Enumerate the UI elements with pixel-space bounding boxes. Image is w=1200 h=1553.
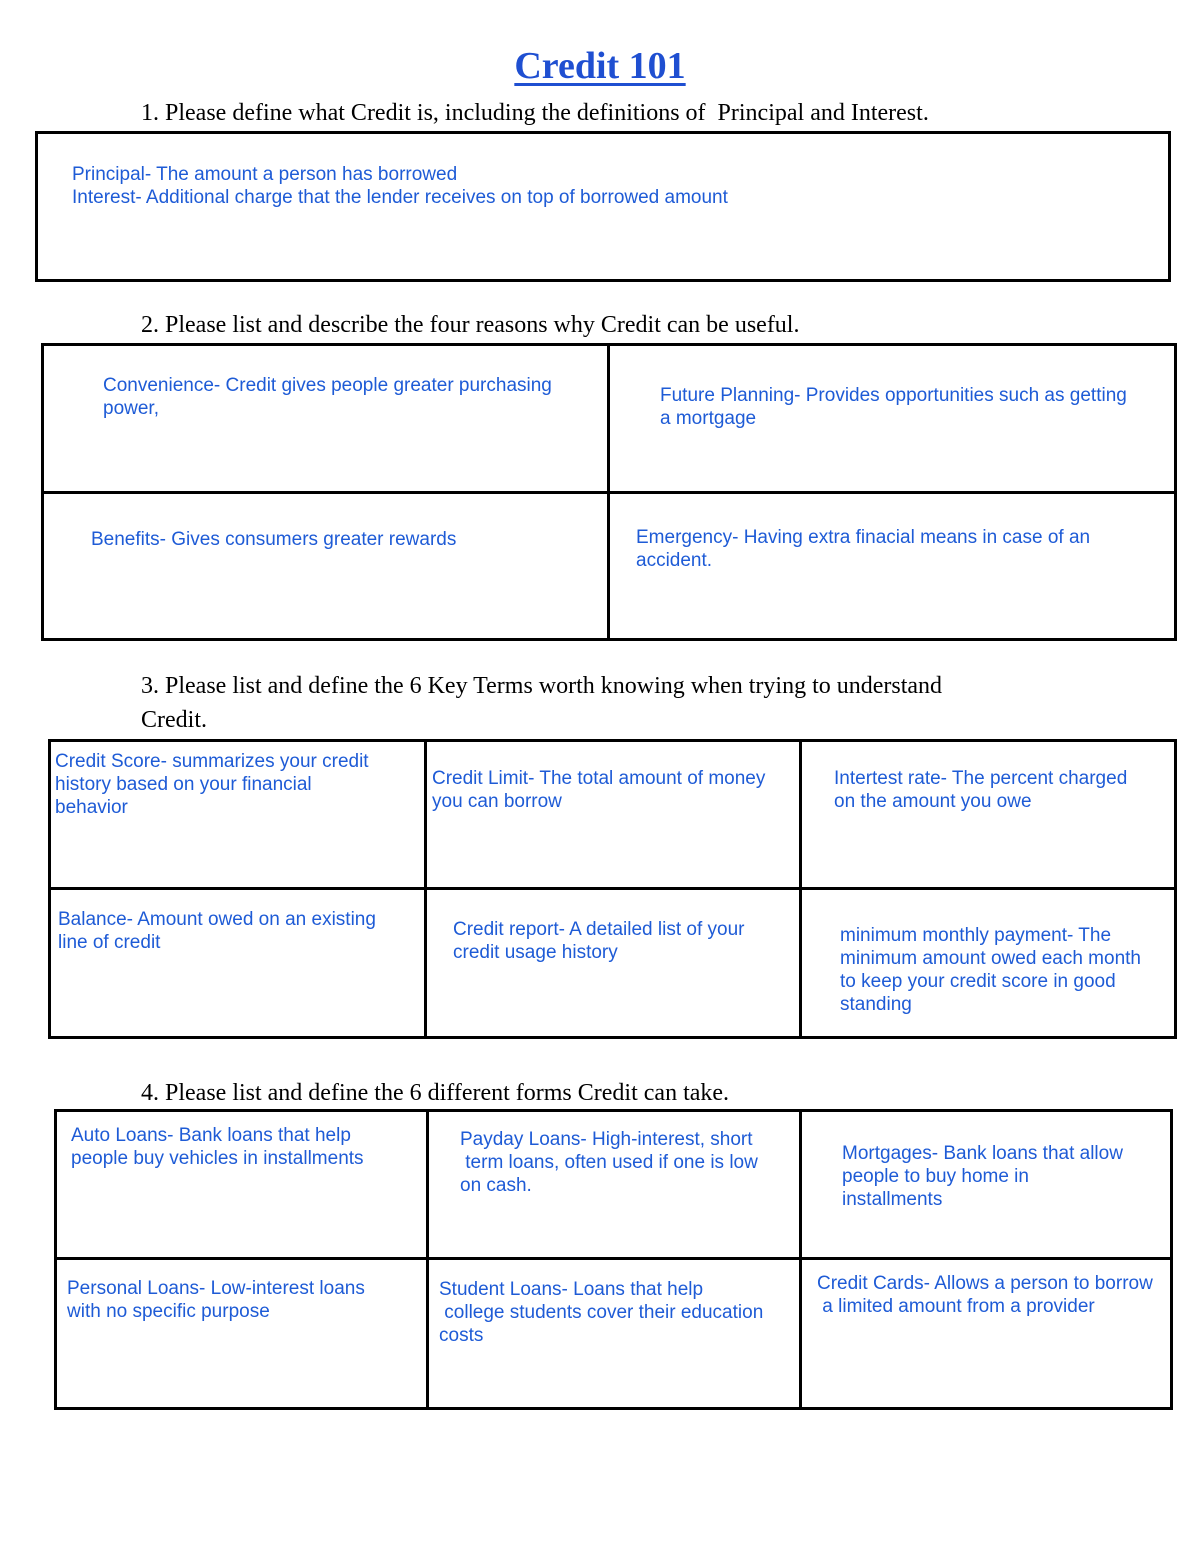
answer-principal: Principal- The amount a person has borrowed	[72, 164, 458, 185]
grid-divider	[48, 887, 1177, 890]
page-title: Credit 101	[514, 45, 686, 87]
form-personal-loans: Personal Loans- Low-interest loans with no specific purpose	[67, 1278, 365, 1322]
question-3-line-2: Credit.	[141, 707, 207, 733]
question-4: 4. Please list and define the 6 different forms Credit can take.	[141, 1080, 730, 1106]
reason-future-planning: Future Planning- Provides opportunities such as getting a mortgage	[660, 385, 1127, 429]
answer-interest: Interest- Additional charge that the lender receives on top of borrowed amount	[72, 187, 728, 208]
reason-emergency: Emergency- Having extra finacial means in case of an accident.	[636, 527, 1091, 571]
form-payday-loans: Payday Loans- High-interest, short term loans, often used if one is low on cash.	[460, 1129, 758, 1196]
answer-box-1	[35, 131, 1171, 282]
question-2: 2. Please list and describe the four reasons why Credit can be useful.	[141, 312, 800, 338]
reason-benefits: Benefits- Gives consumers greater rewards	[91, 529, 457, 550]
grid-divider	[41, 491, 1177, 494]
question-3-line-1: 3. Please list and define the 6 Key Terms worth knowing when trying to understand	[141, 673, 943, 699]
term-minimum-payment: minimum monthly payment- The minimum amount owed each month to keep your credit score in good standing	[840, 925, 1141, 1015]
question-1: 1. Please define what Credit is, including the definitions of Principal and Interest.	[141, 100, 929, 126]
term-credit-score: Credit Score- summarizes your credit history based on your financial behavior	[55, 751, 369, 818]
form-mortgages: Mortgages- Bank loans that allow people to buy home in installments	[842, 1143, 1123, 1210]
form-credit-cards: Credit Cards- Allows a person to borrow a limited amount from a provider	[817, 1273, 1153, 1317]
form-auto-loans: Auto Loans- Bank loans that help people buy vehicles in installments	[71, 1125, 364, 1169]
term-balance: Balance- Amount owed on an existing line of credit	[58, 909, 376, 953]
reason-convenience: Convenience- Credit gives people greater purchasing power,	[103, 375, 552, 419]
term-credit-limit: Credit Limit- The total amount of money you can borrow	[432, 768, 766, 812]
term-interest-rate: Intertest rate- The percent charged on the amount you owe	[834, 768, 1128, 812]
form-student-loans: Student Loans- Loans that help college students cover their education costs	[439, 1279, 764, 1346]
term-credit-report: Credit report- A detailed list of your credit usage history	[453, 919, 745, 963]
grid-divider	[54, 1257, 1173, 1260]
